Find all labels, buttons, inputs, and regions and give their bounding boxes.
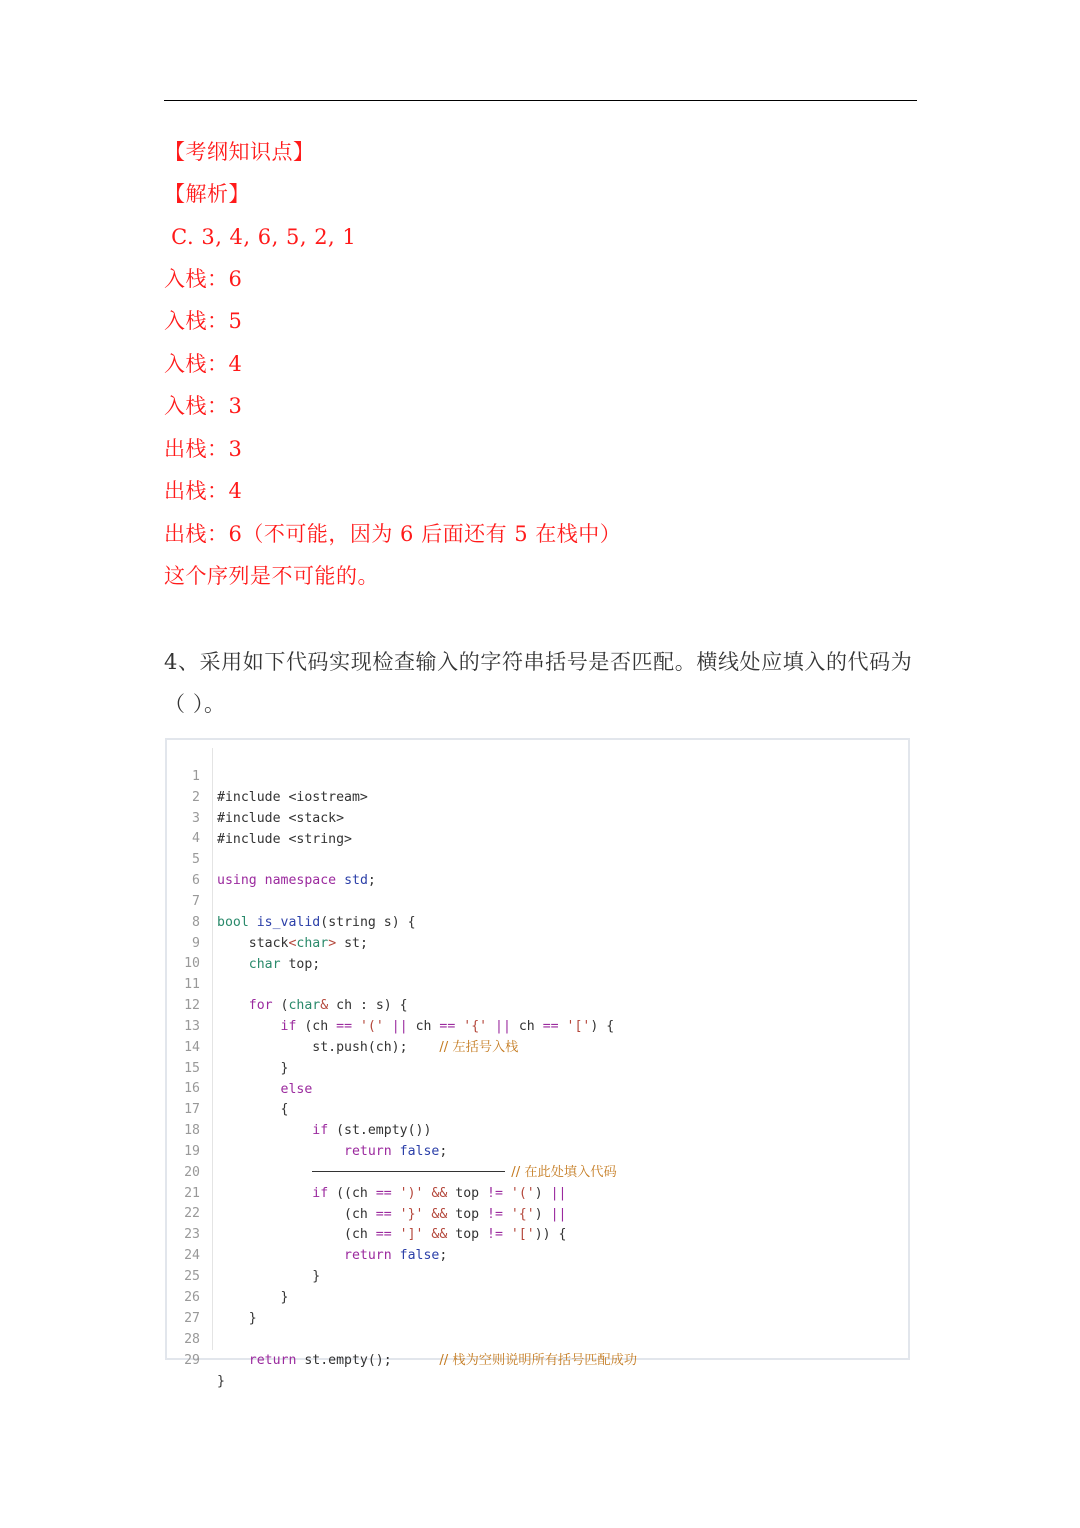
line-number: 9 <box>192 935 200 951</box>
code-text: bool is_valid(string s) { <box>217 914 416 930</box>
line-number: 13 <box>184 1018 200 1034</box>
line-number: 2 <box>192 789 200 805</box>
step-line: 出栈：6（不可能，因为 6 后面还有 5 在栈中） <box>164 522 622 546</box>
line-number: 18 <box>184 1122 200 1138</box>
code-line <box>167 1288 908 1326</box>
answer-line: C. 3, 4, 6, 5, 2, 1 <box>164 225 357 249</box>
line-number: 10 <box>184 955 200 971</box>
code-text: } <box>217 1310 257 1326</box>
step-line: 入栈：3 <box>164 394 243 418</box>
line-number: 23 <box>184 1226 200 1242</box>
line-number: 3 <box>192 810 200 826</box>
line-number: 7 <box>192 893 200 909</box>
code-text: return false; <box>344 1247 448 1263</box>
line-number: 26 <box>184 1289 200 1305</box>
step-line: 入栈：4 <box>164 352 243 376</box>
line-number: 12 <box>184 997 200 1013</box>
line-number: 6 <box>192 872 200 888</box>
line-number: 29 <box>184 1352 200 1368</box>
code-text: } <box>217 1289 289 1305</box>
line-number: 19 <box>184 1143 200 1159</box>
code-comment: // 栈为空则说明所有括号匹配成功 <box>439 1352 638 1368</box>
code-text: #include <stack> <box>217 810 345 826</box>
code-text: return false; <box>344 1143 448 1159</box>
analysis-heading: 【解析】 <box>164 182 250 206</box>
step-line: 入栈：6 <box>164 267 243 291</box>
step-line: 出栈：4 <box>164 479 243 503</box>
line-number: 28 <box>184 1331 200 1347</box>
code-line <box>167 829 908 888</box>
code-text: if (st.empty()) <box>312 1122 432 1138</box>
question-text: 4、采用如下代码实现检查输入的字符串括号是否匹配。横线处应填入的代码为 <box>164 650 913 674</box>
line-number: 14 <box>184 1039 200 1055</box>
question-answer-placeholder: （ ）。 <box>164 692 226 716</box>
line-number: 24 <box>184 1247 200 1263</box>
line-number: 15 <box>184 1060 200 1076</box>
line-number: 22 <box>184 1205 200 1221</box>
conclusion-line: 这个序列是不可能的。 <box>164 564 379 588</box>
code-text: char top; <box>248 956 321 972</box>
line-number: 20 <box>184 1164 200 1180</box>
line-number: 5 <box>192 851 200 867</box>
code-comment: // 左括号入栈 <box>439 1039 519 1055</box>
code-text: } <box>217 1268 321 1284</box>
code-text: (ch == ']' && top != '[')) { <box>217 1226 567 1242</box>
code-text: stack<char> st; <box>217 935 368 951</box>
code-text: if ((ch == ')' && top != '(') || <box>312 1185 567 1201</box>
line-number: 27 <box>184 1310 200 1326</box>
code-comment: // 在此处填入代码 <box>511 1164 617 1180</box>
code-text: else <box>280 1081 313 1097</box>
line-number: 21 <box>184 1185 200 1201</box>
line-number: 8 <box>192 914 200 930</box>
step-line: 入栈：5 <box>164 309 243 333</box>
line-number: 16 <box>184 1080 200 1096</box>
code-text: { <box>217 1101 289 1117</box>
code-text: } <box>217 1373 225 1389</box>
header-rule <box>164 100 917 101</box>
code-text: return st.empty(); // 栈为空则说明所有括号匹配成功 <box>248 1352 638 1368</box>
line-number: 4 <box>192 830 200 846</box>
line-number: 25 <box>184 1268 200 1284</box>
code-text: st.push(ch); // 左括号入栈 <box>217 1039 519 1055</box>
line-number: 11 <box>184 976 200 992</box>
code-line <box>167 871 908 930</box>
code-text: #include <iostream> <box>217 789 368 805</box>
code-text: if (ch == '(' || ch == '{' || ch == '[') { <box>280 1018 615 1034</box>
syllabus-heading: 【考纲知识点】 <box>164 140 315 164</box>
code-text: } <box>217 1060 289 1076</box>
code-text: using namespace std; <box>217 872 376 888</box>
code-text: for (char& ch : s) { <box>248 997 408 1013</box>
line-number: 17 <box>184 1101 200 1117</box>
step-line: 出栈：3 <box>164 437 243 461</box>
code-text: #include <string> <box>217 831 352 847</box>
line-number: 1 <box>192 768 200 784</box>
code-line <box>167 746 908 805</box>
code-text: (ch == '}' && top != '{') || <box>217 1206 567 1222</box>
code-block <box>165 738 910 1389</box>
